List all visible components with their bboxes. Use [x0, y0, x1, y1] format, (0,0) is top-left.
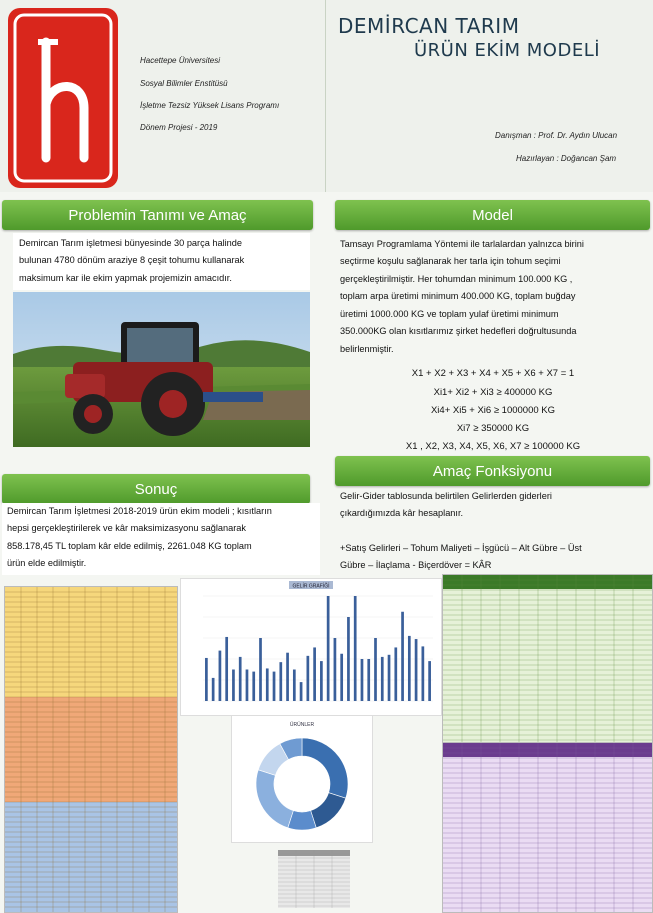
- bar: [388, 655, 391, 701]
- result-line: Demircan Tarım İşletmesi 2018-2019 ürün ekim modeli ; kısıtların: [7, 506, 272, 516]
- bar: [252, 672, 255, 701]
- bar: [340, 654, 343, 701]
- bar: [212, 678, 215, 701]
- bar: [354, 596, 357, 701]
- bar: [307, 656, 310, 701]
- poster-title-line1: DEMİRCAN TARIM: [338, 14, 520, 38]
- bar: [225, 637, 228, 701]
- model-text: [340, 236, 652, 358]
- bar: [415, 639, 418, 701]
- bar: [205, 658, 208, 701]
- spreadsheet-yellow: [4, 586, 178, 913]
- university-name: Hacettepe Üniversitesi: [140, 56, 221, 65]
- bar: [327, 596, 330, 701]
- bar: [401, 612, 404, 701]
- objective-line: [340, 523, 652, 540]
- problem-line: bulunan 4780 dönüm araziye 8 çeşit tohumu kullanarak: [19, 255, 245, 266]
- model-line: Tamsayı Programlama Yöntemi ile tarlalardan yalnızca birini: [340, 239, 584, 249]
- objective-line: Gelir-Gider tablosunda belirtilen Gelirlerden giderleri: [340, 491, 552, 501]
- objective-line: +Satış Gelirleri – Tohum Maliyeti – İşgücü – Alt Gübre – Üst: [340, 542, 582, 553]
- project-name: Dönem Projesi - 2019: [140, 123, 218, 132]
- problem-line: Demircan Tarım işletmesi bünyesinde 30 parça halinde: [19, 238, 242, 248]
- result-heading: Sonuç: [2, 474, 310, 504]
- result-line: ürün elde edilmiştir.: [7, 558, 87, 569]
- product-donut-chart: [231, 715, 373, 843]
- model-line: üretimi 1000.000 KG ve toplam yulaf üretimi minimum: [340, 308, 559, 319]
- result-text: [2, 503, 320, 575]
- bar: [293, 670, 296, 702]
- donut-title: ÜRÜNLER: [289, 722, 315, 728]
- model-line: toplam arpa üretimi minimum 400.000 KG, toplam buğday: [340, 291, 576, 302]
- model-line: belirlenmiştir.: [340, 343, 394, 354]
- bar: [374, 638, 377, 701]
- donut-slice: [302, 738, 348, 798]
- result-line: 858.178,45 TL toplam kâr elde edilmiş, 2261.048 KG toplam: [7, 540, 252, 551]
- hacettepe-logo: [8, 8, 118, 188]
- bar: [422, 646, 425, 701]
- objective-line: Gübre – İlaçlama - Biçerdöver = KÂR: [340, 560, 492, 571]
- bar: [286, 653, 289, 701]
- bar: [239, 657, 242, 701]
- bar: [313, 647, 316, 701]
- advisor-credit: Danışman : Prof. Dr. Aydın Ulucan: [495, 131, 618, 140]
- model-line: 350.000KG olan kısıtlarımız şirket hedefleri doğrultusunda: [340, 326, 577, 337]
- bar: [266, 668, 269, 701]
- bar: [219, 651, 222, 701]
- bar: [367, 659, 370, 701]
- bar: [381, 657, 384, 701]
- bar: [232, 670, 235, 702]
- bar: [320, 661, 323, 701]
- bar: [279, 662, 282, 701]
- chart-title: GELİR GRAFİĞİ: [292, 583, 330, 590]
- equation-2: Xi1+ Xi2 + Xi3 ≥ 400000 KG: [433, 387, 553, 398]
- tractor-photo: [13, 292, 310, 447]
- model-heading: Model: [335, 200, 650, 230]
- result-line: hepsi gerçekleştirilerek ve kâr maksimizasyonu sağlanarak: [7, 523, 246, 534]
- poster-title-line2: ÜRÜN EKİM MODELİ: [414, 40, 601, 61]
- problem-text: [13, 233, 310, 289]
- bar: [246, 670, 249, 702]
- bar: [273, 672, 276, 701]
- bar: [361, 659, 364, 701]
- objective-heading: Amaç Fonksiyonu: [335, 456, 650, 486]
- program-name: İşletme Tezsiz Yüksek Lisans Programı: [140, 101, 280, 110]
- equation-3: Xi4+ Xi5 + Xi6 ≥ 1000000 KG: [430, 405, 556, 416]
- bar: [394, 647, 397, 701]
- problem-text-panel: [13, 233, 310, 290]
- institute-name: Sosyal Bilimler Enstitüsü: [140, 79, 228, 88]
- problem-line: maksimum kar ile ekim yapmak projemizin amacıdır.: [19, 272, 232, 283]
- problem-heading: Problemin Tanımı ve Amaç: [2, 200, 313, 230]
- spreadsheet-green: [442, 574, 653, 744]
- bar: [428, 661, 431, 701]
- bar: [408, 636, 411, 701]
- revenue-bar-chart: [180, 578, 442, 716]
- bar: [334, 638, 337, 701]
- bar: [300, 682, 303, 701]
- author-credit: Hazırlayan : Doğancan Şam: [516, 154, 617, 163]
- bar: [259, 638, 262, 701]
- donut-slice: [256, 770, 293, 828]
- summary-table: [278, 850, 350, 908]
- equation-4: Xi7 ≥ 350000 KG: [456, 423, 530, 434]
- spreadsheet-purple: [442, 742, 653, 913]
- objective-text: [340, 488, 652, 575]
- model-line: seçtirme koşulu sağlanarak her tarla için tohum seçimi: [340, 256, 561, 267]
- donut-slice: [311, 793, 346, 828]
- equation-5: X1 , X2, X3, X4, X5, X6, X7 ≥ 100000 KG: [405, 441, 581, 452]
- objective-line: çıkardığımızda kâr hesaplanır.: [340, 508, 464, 519]
- equation-1: X1 + X2 + X3 + X4 + X5 + X6 + X7 = 1: [411, 368, 575, 379]
- bar: [347, 617, 350, 701]
- model-line: gerçekleştirilmiştir. Her tohumdan minimum 100.000 KG ,: [340, 273, 573, 284]
